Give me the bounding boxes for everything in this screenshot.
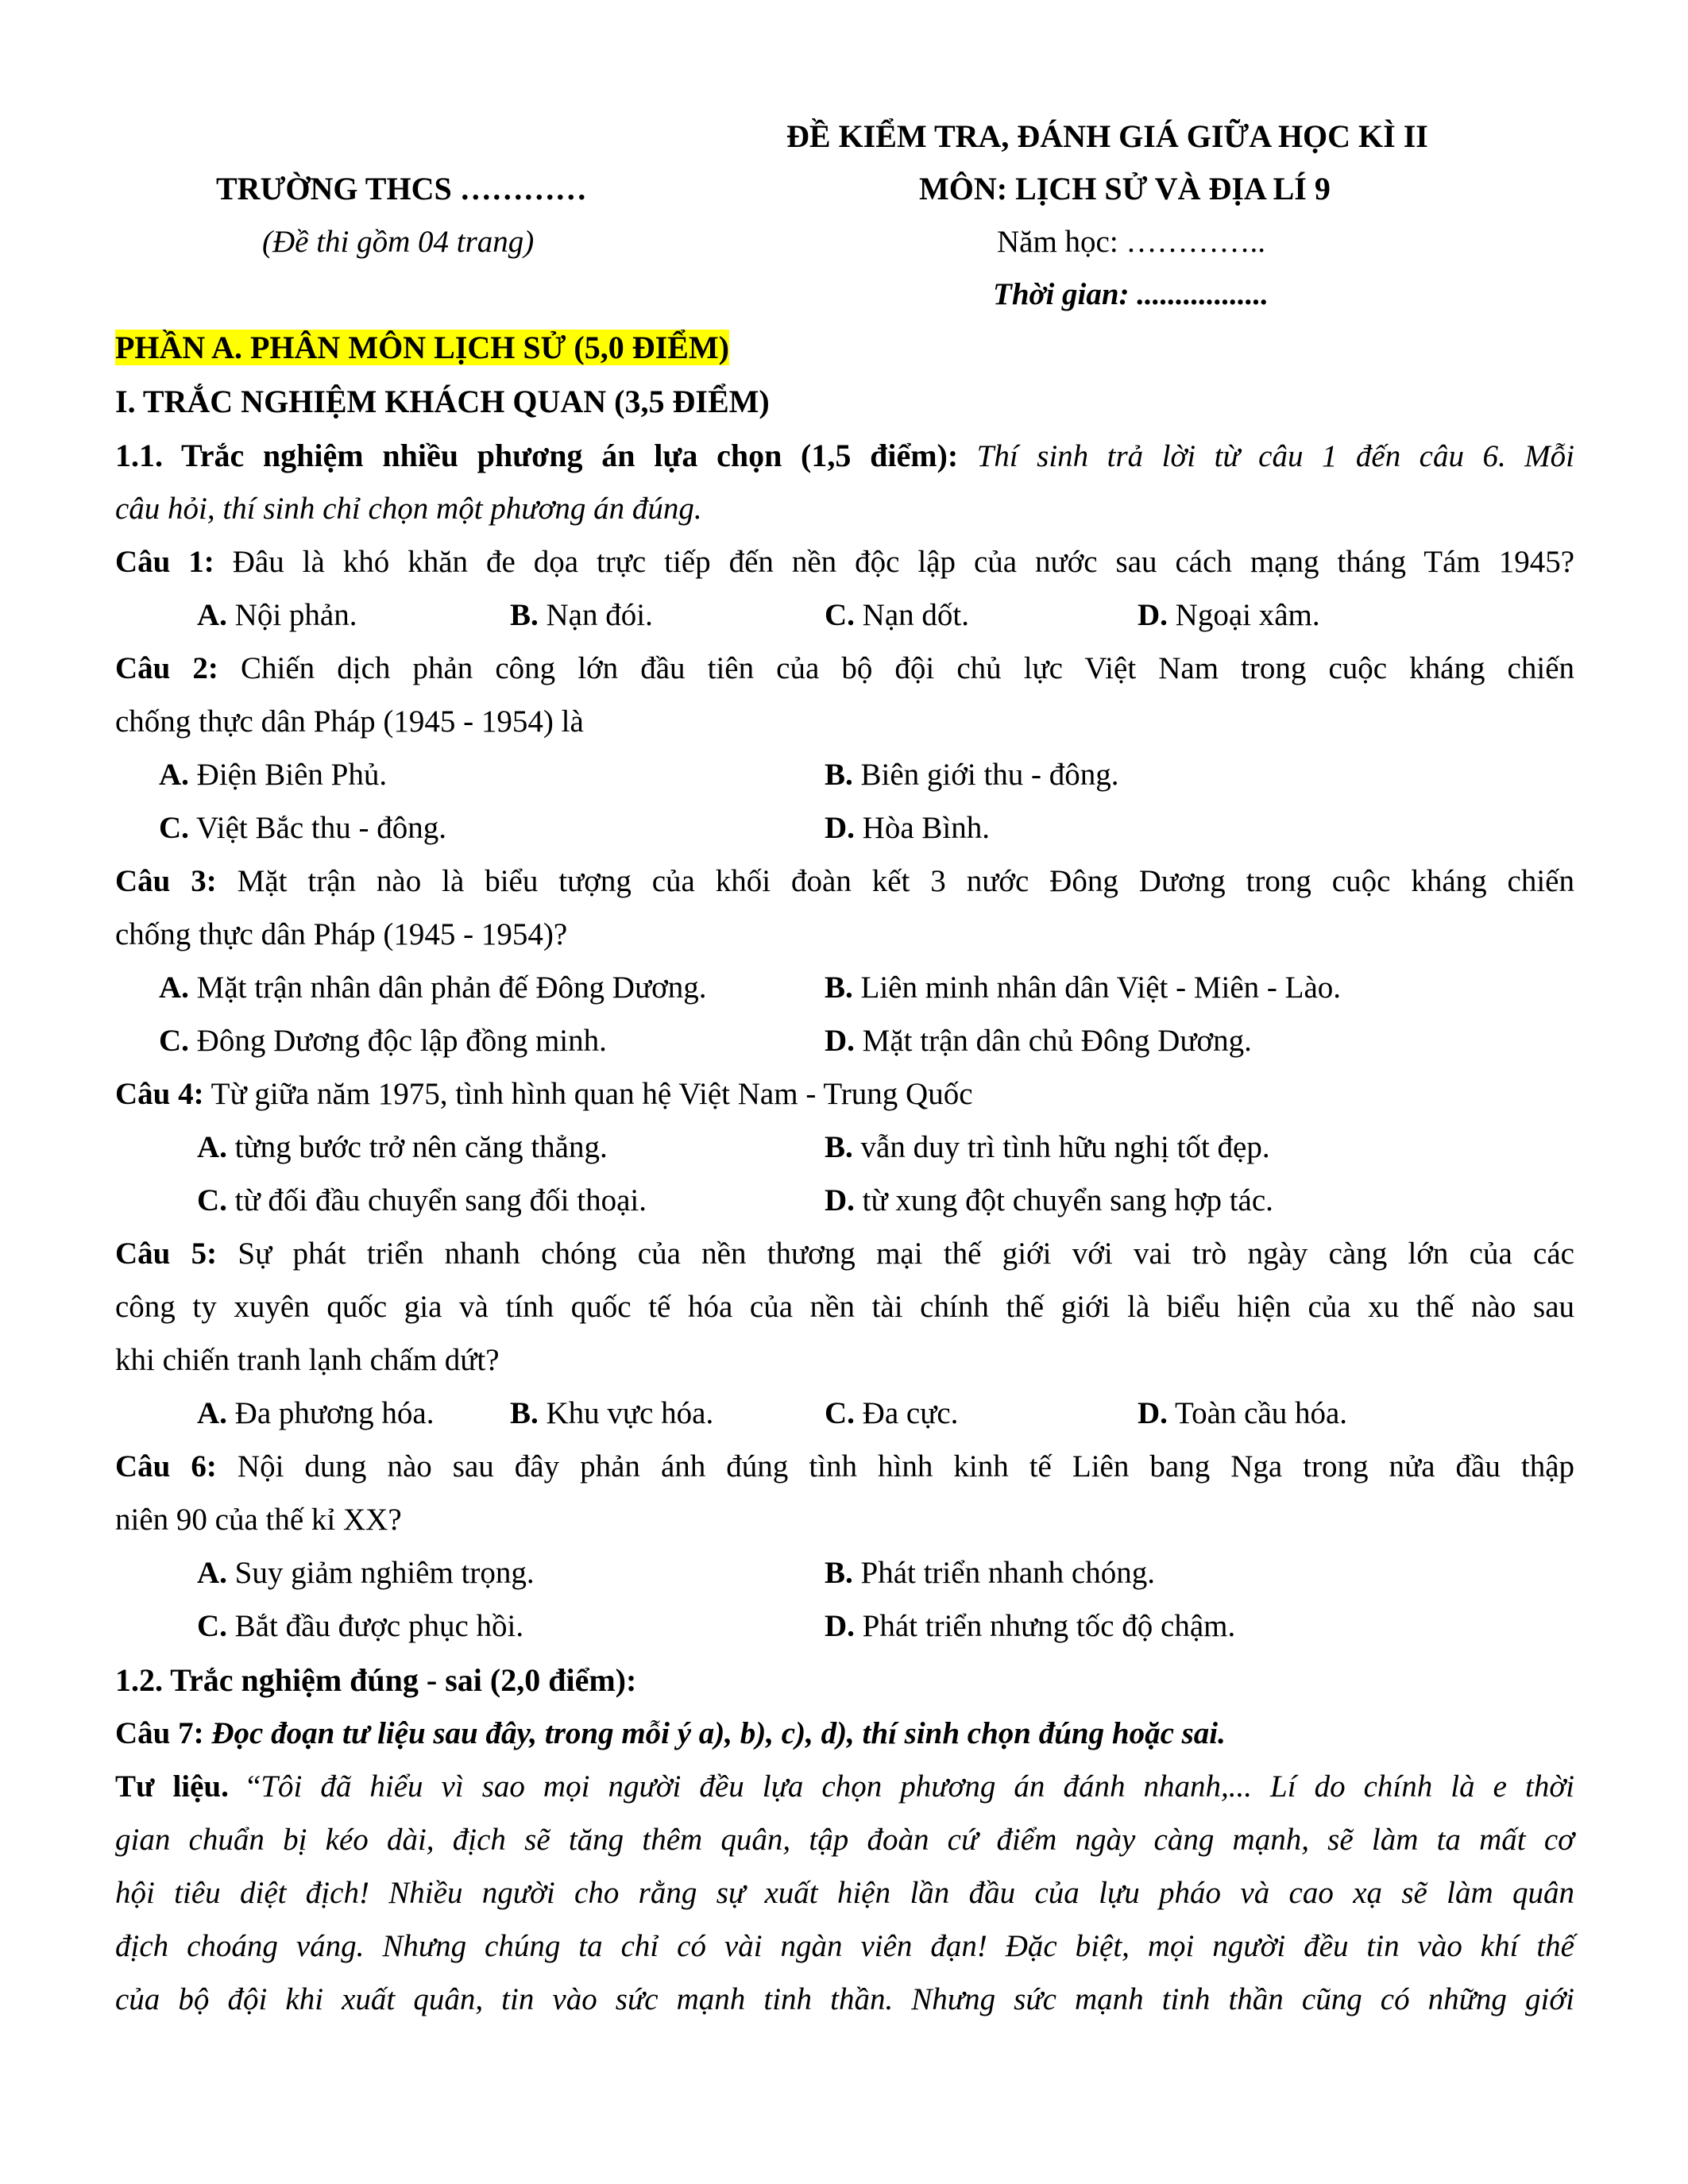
q4-option-b[interactable]: B. vẫn duy trì tình hữu nghị tốt đẹp.: [825, 1130, 1270, 1164]
q5-option-d[interactable]: D. Toàn cầu hóa.: [1138, 1396, 1348, 1430]
source-line-5: của bộ đội khi xuất quân, tin vào sức mạnh tinh thần. Nhưng sức mạnh tinh thần cũng có những giới: [115, 1982, 1574, 2016]
q2-option-b[interactable]: B. Biên giới thu - đông.: [825, 758, 1119, 792]
sub-11-instruction: Thí sinh trả lời từ câu 1 đến câu 6. Mỗi: [976, 439, 1575, 473]
sub-11-instruction-2: câu hỏi, thí sinh chỉ chọn một phương án đúng.: [115, 492, 702, 526]
question-5-cont-2: khi chiến tranh lạnh chấm dứt?: [115, 1343, 500, 1377]
q3-option-c[interactable]: C. Đông Dương độc lập đồng minh.: [159, 1024, 607, 1058]
q1-option-d[interactable]: D. Ngoại xâm.: [1138, 598, 1320, 632]
q5-option-c[interactable]: C. Đa cực.: [825, 1396, 959, 1430]
question-5: [115, 1235, 1574, 1273]
q4-option-c[interactable]: C. từ đối đầu chuyển sang đối thoại.: [197, 1183, 647, 1217]
q1-option-b[interactable]: B. Nạn đói.: [510, 598, 653, 632]
section-1-heading: I. TRẮC NGHIỆM KHÁCH QUAN (3,5 ĐIỂM): [115, 384, 770, 419]
sub-12-title: 1.2. Trắc nghiệm đúng - sai (2,0 điểm):: [115, 1662, 637, 1698]
q1-option-a[interactable]: A. Nội phản.: [197, 598, 357, 632]
question-2-cont: chống thực dân Pháp (1945 - 1954) là: [115, 704, 584, 739]
source-line-3: hội tiêu diệt địch! Nhiều người cho rằng sự xuất hiện lần đầu của lựu pháo và cao xạ sẽ làm quân: [115, 1876, 1574, 1910]
source-line-2: gian chuẩn bị kéo dài, địch sẽ tăng thêm quân, tập đoàn cứ điểm ngày càng mạnh, sẽ làm ta mất cơ: [115, 1823, 1574, 1857]
source-line-1: [115, 1768, 1574, 1806]
question-6: [115, 1448, 1574, 1486]
q2-option-c[interactable]: C. Việt Bắc thu - đông.: [159, 811, 446, 845]
q3-option-b[interactable]: B. Liên minh nhân dân Việt - Miên - Lào.: [825, 970, 1342, 1005]
question-label: Câu 7:: [115, 1716, 204, 1750]
q2-option-d[interactable]: D. Hòa Bình.: [825, 811, 990, 845]
q3-option-d[interactable]: D. Mặt trận dân chủ Đông Dương.: [825, 1024, 1252, 1058]
q6-option-b[interactable]: B. Phát triển nhanh chóng.: [825, 1556, 1155, 1590]
source-line-4: địch choáng váng. Nhưng chúng ta chỉ có vài ngàn viên đạn! Đặc biệt, mọi người đều tin vào khí thế: [115, 1929, 1574, 1963]
question-label: Câu 4:: [115, 1077, 204, 1111]
question-label: Câu 6:: [115, 1449, 217, 1484]
question-5-cont: công ty xuyên quốc gia và tính quốc tế hóa của nền tài chính thế giới là biểu hiện của xu thế nào sau: [115, 1290, 1574, 1324]
quote-mark: “: [246, 1769, 261, 1804]
question-7-instruction: Đọc đoạn tư liệu sau đây, trong mỗi ý a), b), c), d), thí sinh chọn đúng hoặc sai.: [211, 1716, 1226, 1750]
question-text: Đâu là khó khăn đe dọa trực tiếp đến nền độc lập của nước sau cách mạng tháng Tám 1945?: [232, 545, 1575, 579]
source-label: Tư liệu.: [115, 1769, 229, 1804]
q6-option-d[interactable]: D. Phát triển nhưng tốc độ chậm.: [825, 1609, 1236, 1643]
pages-note: (Đề thi gồm 04 trang): [262, 225, 535, 259]
sub-11-title: 1.1. Trắc nghiệm nhiều phương án lựa chọn (1,5 điểm):: [115, 438, 959, 473]
sub-11-line-1: [115, 437, 1574, 476]
q1-option-c[interactable]: C. Nạn dốt.: [825, 598, 969, 632]
part-a-highlight: PHẦN A. PHÂN MÔN LỊCH SỬ (5,0 ĐIỂM): [115, 330, 729, 365]
q4-option-d[interactable]: D. từ xung đột chuyển sang hợp tác.: [825, 1183, 1273, 1217]
q6-option-a[interactable]: A. Suy giảm nghiêm trọng.: [197, 1556, 535, 1590]
q5-option-b[interactable]: B. Khu vực hóa.: [510, 1396, 714, 1430]
school-name: TRƯỜNG THCS …………: [216, 171, 587, 206]
exam-time: Thời gian: .................: [993, 277, 1269, 311]
q6-option-c[interactable]: C. Bắt đầu được phục hồi.: [197, 1609, 524, 1643]
question-text: Nội dung nào sau đây phản ánh đúng tình hình kinh tế Liên bang Nga trong nửa đầu thập: [237, 1449, 1575, 1484]
question-text: Mặt trận nào là biểu tượng của khối đoàn kết 3 nước Đông Dương trong cuộc kháng chiến: [237, 864, 1574, 898]
question-text: Từ giữa năm 1975, tình hình quan hệ Việt Nam - Trung Quốc: [211, 1077, 973, 1111]
question-3-cont: chống thực dân Pháp (1945 - 1954)?: [115, 917, 568, 951]
question-1: [115, 543, 1574, 581]
source-text: Tôi đã hiểu vì sao mọi người đều lựa chọn phương án đánh nhanh,... Lí do chính là e thời: [261, 1769, 1575, 1804]
question-label: Câu 5:: [115, 1237, 218, 1271]
question-label: Câu 3:: [115, 864, 217, 898]
question-text: Chiến dịch phản công lớn đầu tiên của bộ đội chủ lực Việt Nam trong cuộc kháng chiến: [241, 651, 1575, 685]
q4-option-a[interactable]: A. từng bước trở nên căng thẳng.: [197, 1130, 608, 1164]
exam-title: ĐỀ KIỂM TRA, ĐÁNH GIÁ GIỮA HỌC KÌ II: [786, 118, 1428, 154]
question-7: [115, 1715, 1226, 1753]
q5-option-a[interactable]: A. Đa phương hóa.: [197, 1396, 435, 1430]
question-label: Câu 2:: [115, 651, 218, 685]
part-a-heading: [115, 329, 729, 367]
question-text: Sự phát triển nhanh chóng của nền thương mại thế giới với vai trò ngày càng lớn của các: [238, 1237, 1574, 1271]
q2-option-a[interactable]: A. Điện Biên Phủ.: [159, 758, 388, 792]
subject-title: MÔN: LỊCH SỬ VÀ ĐỊA LÍ 9: [919, 171, 1331, 206]
question-3: [115, 862, 1574, 901]
q3-option-a[interactable]: A. Mặt trận nhân dân phản đế Đông Dương.: [159, 970, 707, 1005]
question-4: [115, 1075, 973, 1113]
school-year: Năm học: …………..: [997, 225, 1265, 259]
question-6-cont: niên 90 của thế kỉ XX?: [115, 1503, 402, 1537]
question-2: [115, 650, 1574, 688]
question-label: Câu 1:: [115, 545, 214, 579]
